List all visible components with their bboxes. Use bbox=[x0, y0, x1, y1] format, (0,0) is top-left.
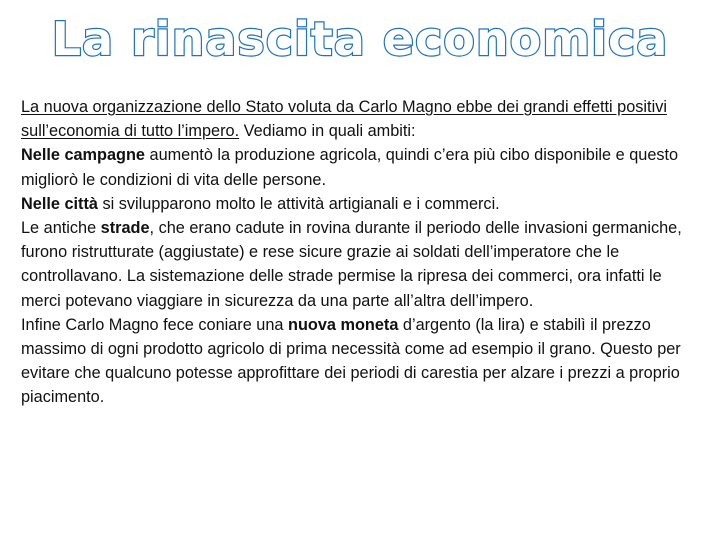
citta-bold-text: città bbox=[64, 194, 98, 213]
slide-body bbox=[21, 95, 703, 410]
paragraph-intro bbox=[21, 95, 703, 143]
paragraph-strade bbox=[21, 216, 703, 313]
strade-pre-text: Le antiche bbox=[21, 219, 101, 238]
campagne-rest-text: aumentò la produzione agricola, quindi c’era più cibo disponibile e questo migliorò le condizioni di vita delle persone. bbox=[21, 146, 679, 189]
paragraph-campagne bbox=[21, 143, 703, 191]
slide-title: La rinascita economica bbox=[51, 12, 669, 66]
citta-rest-text: si svilupparono molto le attività artigianali e i commerci. bbox=[97, 194, 500, 213]
intro-rest-text: Vediamo in quali ambiti: bbox=[239, 122, 416, 141]
strade-bold-text: strade bbox=[100, 219, 150, 238]
citta-plain-text: Nelle bbox=[21, 194, 65, 213]
paragraph-citta bbox=[21, 192, 703, 216]
strade-rest-text: , che erano cadute in rovina durante il periodo delle invasioni germaniche, furono ristrutturate (aggiustate) e rese sicure grazie ai soldati dell’imperatore che le controllavano. La sistemazione delle strade permise la ripresa dei commerci, ora infatti le merci potevano viaggiare in sicurezza da una parte all’altra dell’impero. bbox=[21, 219, 682, 310]
intro-underlined-text: La nuova organizzazione dello Stato voluta da Carlo Magno ebbe dei grandi effetti positivi sull’economia di tutto l’impero. bbox=[21, 98, 667, 141]
moneta-bold-text: nuova moneta bbox=[288, 315, 399, 334]
campagne-bold-text: Nelle campagne bbox=[21, 146, 145, 165]
moneta-pre-text: Infine Carlo Magno fece coniare una bbox=[21, 315, 288, 334]
moneta-rest-text: d’argento (la lira) e stabilì il prezzo massimo di ogni prodotto agricolo di prima necessità come ad esempio il grano. Questo per evitare che qualcuno potesse approfittare dei periodi di carestia per alzare i prezzi a proprio piacimento. bbox=[21, 315, 681, 407]
paragraph-moneta bbox=[21, 313, 703, 410]
